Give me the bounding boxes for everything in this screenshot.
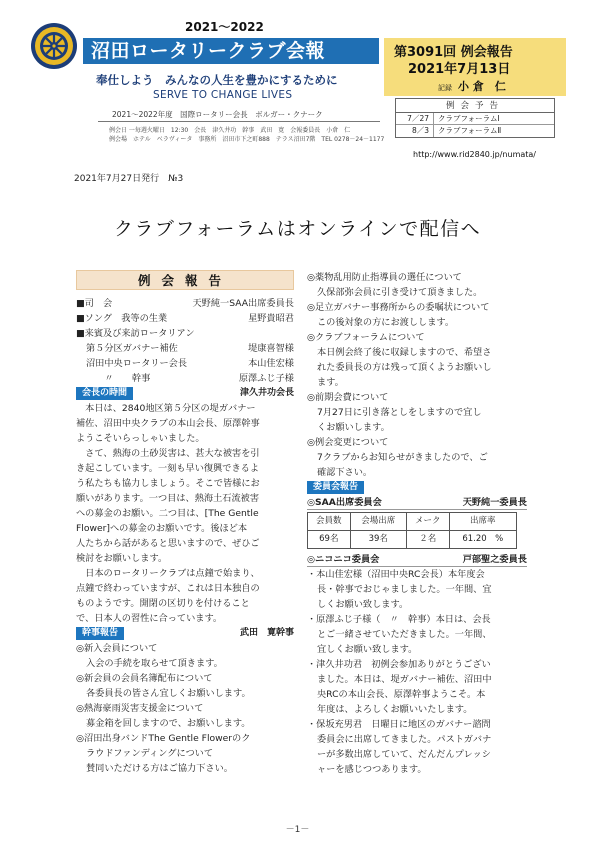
text-line: 7クラブからお知らせがきましたので、ご bbox=[317, 452, 488, 463]
text-line: ◎前期会費について bbox=[307, 392, 389, 403]
ri-theme-line: 2021～2022年度 国際ロータリー会長 ボルガー・クナーク bbox=[112, 110, 323, 119]
recorder-label: 記録 bbox=[438, 84, 452, 92]
guest-title: 沼田中央ロータリー会長 bbox=[86, 358, 188, 369]
text-line: ◎足立ガバナー事務所からの委嘱状について bbox=[307, 302, 490, 313]
motto-jp: 奉仕しよう みんなの人生を豊かにするために bbox=[96, 73, 338, 87]
issue-info: 2021年7月27日発行 №3 bbox=[74, 174, 184, 184]
text-line: ーが多数出席していて、だんだんプレッシ bbox=[317, 749, 491, 760]
meeting-number: 第3091回 例会報告 bbox=[394, 45, 513, 60]
year-label: 2021～2022 bbox=[185, 20, 264, 34]
meeting-report-box bbox=[384, 38, 566, 96]
text-line: ◎新入会員について bbox=[76, 643, 158, 654]
text-line: ◎薬物乱用防止指導員の選任について bbox=[307, 272, 462, 283]
attendance-value: 61.20 % bbox=[449, 531, 516, 549]
role-key: ■来賓及び来訪ロータリアン bbox=[76, 328, 195, 339]
text-line: 年度は、よろしくお願いいたします。 bbox=[317, 704, 473, 715]
text-line: ◎沼田出身バンドThe Gentle Flowerのク bbox=[76, 733, 251, 744]
text-line: ・原澤ふじ子様（ 〃 幹事）本日は、会長 bbox=[307, 614, 491, 625]
schedule-title: クラブフォーラムⅠ bbox=[438, 114, 500, 123]
text-line: 募金箱を回しますので、お願いします。 bbox=[86, 718, 251, 729]
role-value: 天野純一SAA出席委員長 bbox=[192, 298, 294, 309]
text-line: で、日本人の習性に合っています。 bbox=[76, 613, 223, 624]
text-line: 委員会に出席してきました。パストガバナ bbox=[317, 734, 492, 745]
text-line: 補佐、沼田中央クラブの本山会長、原澤幹事 bbox=[76, 418, 260, 429]
text-line: ます。 bbox=[317, 377, 344, 388]
motto-en: SERVE TO CHANGE LIVES bbox=[153, 89, 293, 101]
text-line: ました。本日は、堤ガバナー補佐、沼田中 bbox=[317, 674, 492, 685]
schedule-date: 7／27 bbox=[396, 113, 434, 124]
text-line: ものようです。開閉の区切りを付けること bbox=[76, 598, 250, 609]
text-line: 賛同いただける方はご協力下さい。 bbox=[86, 763, 233, 774]
club-newsletter-title: 沼田ロータリークラブ会報 bbox=[83, 38, 379, 64]
text-line: れた委員長の方は残って頂くようお願いし bbox=[317, 362, 492, 373]
text-line: 本日例会終了後に収録しますので、希望さ bbox=[317, 347, 492, 358]
text-line: 久保部弥会員に引き受けて頂きました。 bbox=[317, 287, 483, 298]
recorder-name: 小 倉 仁 bbox=[458, 80, 506, 93]
secretary-name: 武田 寛幹事 bbox=[239, 628, 294, 638]
text-line: ャーを感じつつあります。 bbox=[317, 764, 427, 775]
recorder bbox=[438, 78, 506, 94]
text-line: 確認下さい。 bbox=[317, 467, 373, 478]
text-line: 宜しくお願い致します。 bbox=[317, 644, 418, 655]
text-line: ラウドファンディングについて bbox=[86, 748, 214, 759]
president-body bbox=[76, 401, 294, 626]
text-line: しくお願い致します。 bbox=[317, 599, 409, 610]
club-info-line-2: 例会場 ホテル ベラヴィータ 事務所 沼田市下之町888 テラス沼田7階 TEL 0278－24－1177 bbox=[109, 136, 385, 143]
attendance-header: 会員数 bbox=[308, 513, 351, 531]
niko-title: ◎ニコニコ委員会 bbox=[307, 554, 380, 565]
attendance-header: 出席率 bbox=[449, 513, 516, 531]
schedule-row bbox=[396, 113, 554, 125]
text-line: 央RCの本山会長、原澤幹事ようこそ。本 bbox=[317, 689, 486, 700]
guest-name: 堤康喜智様 bbox=[248, 343, 294, 354]
secretary-header bbox=[76, 626, 294, 641]
headline: クラブフォーラムはオンラインで配信へ bbox=[113, 218, 482, 240]
attendance-value-row bbox=[308, 531, 517, 549]
schedule-caption: 例会予告 bbox=[396, 99, 554, 113]
president-header bbox=[76, 386, 294, 401]
secretary-label: 幹事報告 bbox=[76, 627, 124, 640]
section-title-meeting-report: 例会報告 bbox=[76, 270, 294, 290]
text-line: ・本山佳宏様（沼田中央RC会長）本年度会 bbox=[307, 569, 485, 580]
saa-chair: 天野純一委員長 bbox=[462, 497, 527, 508]
text-line: 願いがあります。一つ目は、熱海土石流被害 bbox=[76, 493, 260, 504]
role-value bbox=[195, 326, 294, 341]
secretary-body-continued bbox=[307, 270, 527, 480]
guest-row bbox=[76, 341, 294, 356]
text-line: ◎新会員の会員名簿配布について bbox=[76, 673, 213, 684]
text-line: う私たちも協力しましょう。そこで皆様にお bbox=[76, 478, 260, 489]
role-value: 星野貴昭君 bbox=[248, 313, 294, 324]
secretary-body bbox=[76, 641, 294, 776]
text-line: 日本のロータリークラブは点鐘で始まり、 bbox=[76, 568, 260, 579]
text-line: ◎熱海豪雨災害支援金について bbox=[76, 703, 204, 714]
attendance-header: メーク bbox=[406, 513, 449, 531]
role-row bbox=[76, 311, 294, 326]
club-url-link[interactable]: http://www.rid2840.jp/numata/ bbox=[413, 150, 537, 159]
text-line: ようこそいらっしゃいました。 bbox=[76, 433, 205, 444]
role-key: ■司 会 bbox=[76, 298, 113, 309]
niko-header bbox=[307, 552, 527, 567]
guest-name: 本山佳宏様 bbox=[248, 358, 294, 369]
guest-title: 第５分区ガバナー補佐 bbox=[86, 343, 178, 354]
president-name: 津久井功会長 bbox=[239, 388, 294, 398]
text-line: ・保坂充男君 日曜日に地区のガバナー諮問 bbox=[307, 719, 491, 730]
text-line: さて、熱海の土砂災害は、甚大な被害を引 bbox=[76, 448, 260, 459]
text-line: ◎例会変更について bbox=[307, 437, 389, 448]
text-line: Flower]への募金のお願いです。後ほど本 bbox=[76, 523, 248, 534]
president-label: 会長の時間 bbox=[76, 387, 133, 400]
text-line: 長・幹事でおじゃましました。一年間、宜 bbox=[317, 584, 492, 595]
role-row bbox=[76, 296, 294, 311]
attendance-header-row bbox=[308, 513, 517, 531]
club-info-line-1: 例会日 一毎週火曜日 12:30 会長 津久井功 幹事 武田 寛 会報委員長 小倉 仁 bbox=[109, 127, 351, 134]
schedule-date: 8／3 bbox=[396, 125, 434, 137]
attendance-header: 会場出席 bbox=[350, 513, 406, 531]
text-line: ・津久井功君 初例会参加ありがとうござい bbox=[307, 659, 491, 670]
committee-header bbox=[307, 480, 527, 495]
text-line: 7月27日に引き落としをしますので宜し bbox=[317, 407, 482, 418]
attendance-table bbox=[307, 512, 517, 549]
role-key: ■ソング 我等の生業 bbox=[76, 313, 168, 324]
rotary-logo-icon bbox=[30, 22, 78, 70]
guest-name: 原澤ふじ子様 bbox=[238, 373, 294, 384]
role-row bbox=[76, 326, 294, 341]
attendance-value: 69名 bbox=[308, 531, 351, 549]
schedule-title: クラブフォーラムⅡ bbox=[438, 126, 502, 135]
guest-title: 〃 幹事 bbox=[86, 373, 151, 384]
right-column bbox=[307, 270, 527, 777]
saa-title: ◎SAA出席委員会 bbox=[307, 497, 382, 508]
guest-row bbox=[76, 371, 294, 386]
text-line: 各委員長の皆さん宜しくお願いします。 bbox=[86, 688, 251, 699]
saa-header bbox=[307, 495, 527, 510]
page-number: －1－ bbox=[285, 825, 310, 835]
schedule-table bbox=[395, 98, 555, 138]
left-column bbox=[76, 270, 294, 776]
text-line: き起こしています。一刻も早い復興できるよ bbox=[76, 463, 260, 474]
text-line: とご一緒させていただきました。一年間、 bbox=[317, 629, 492, 640]
text-line: 点鐘で終わっていますが、これは日本独自の bbox=[76, 583, 260, 594]
niko-chair: 戸部聖之委員長 bbox=[462, 554, 527, 565]
text-line: 人たちから話があると思いますので、ぜひご bbox=[76, 538, 260, 549]
attendance-value: ２名 bbox=[406, 531, 449, 549]
text-line: への募金のお願い。二つ目は、[The Gentle bbox=[76, 508, 259, 519]
niko-body bbox=[307, 567, 527, 777]
attendance-value: 39名 bbox=[350, 531, 406, 549]
meeting-date: 2021年7月13日 bbox=[408, 62, 511, 77]
text-line: 本日は、2840地区第５分区の堤ガバナー bbox=[76, 403, 256, 414]
text-line: ◎クラブフォーラムについて bbox=[307, 332, 425, 343]
schedule-row bbox=[396, 125, 554, 137]
text-line: くお願いします。 bbox=[317, 422, 390, 433]
guest-row bbox=[76, 356, 294, 371]
text-line: 入会の手続を取らせて頂きます。 bbox=[86, 658, 223, 669]
committee-label: 委員会報告 bbox=[307, 481, 364, 494]
header-divider bbox=[98, 121, 380, 122]
text-line: この後対象の方にお渡しします。 bbox=[317, 317, 455, 328]
text-line: 検討をお願いします。 bbox=[76, 553, 168, 564]
